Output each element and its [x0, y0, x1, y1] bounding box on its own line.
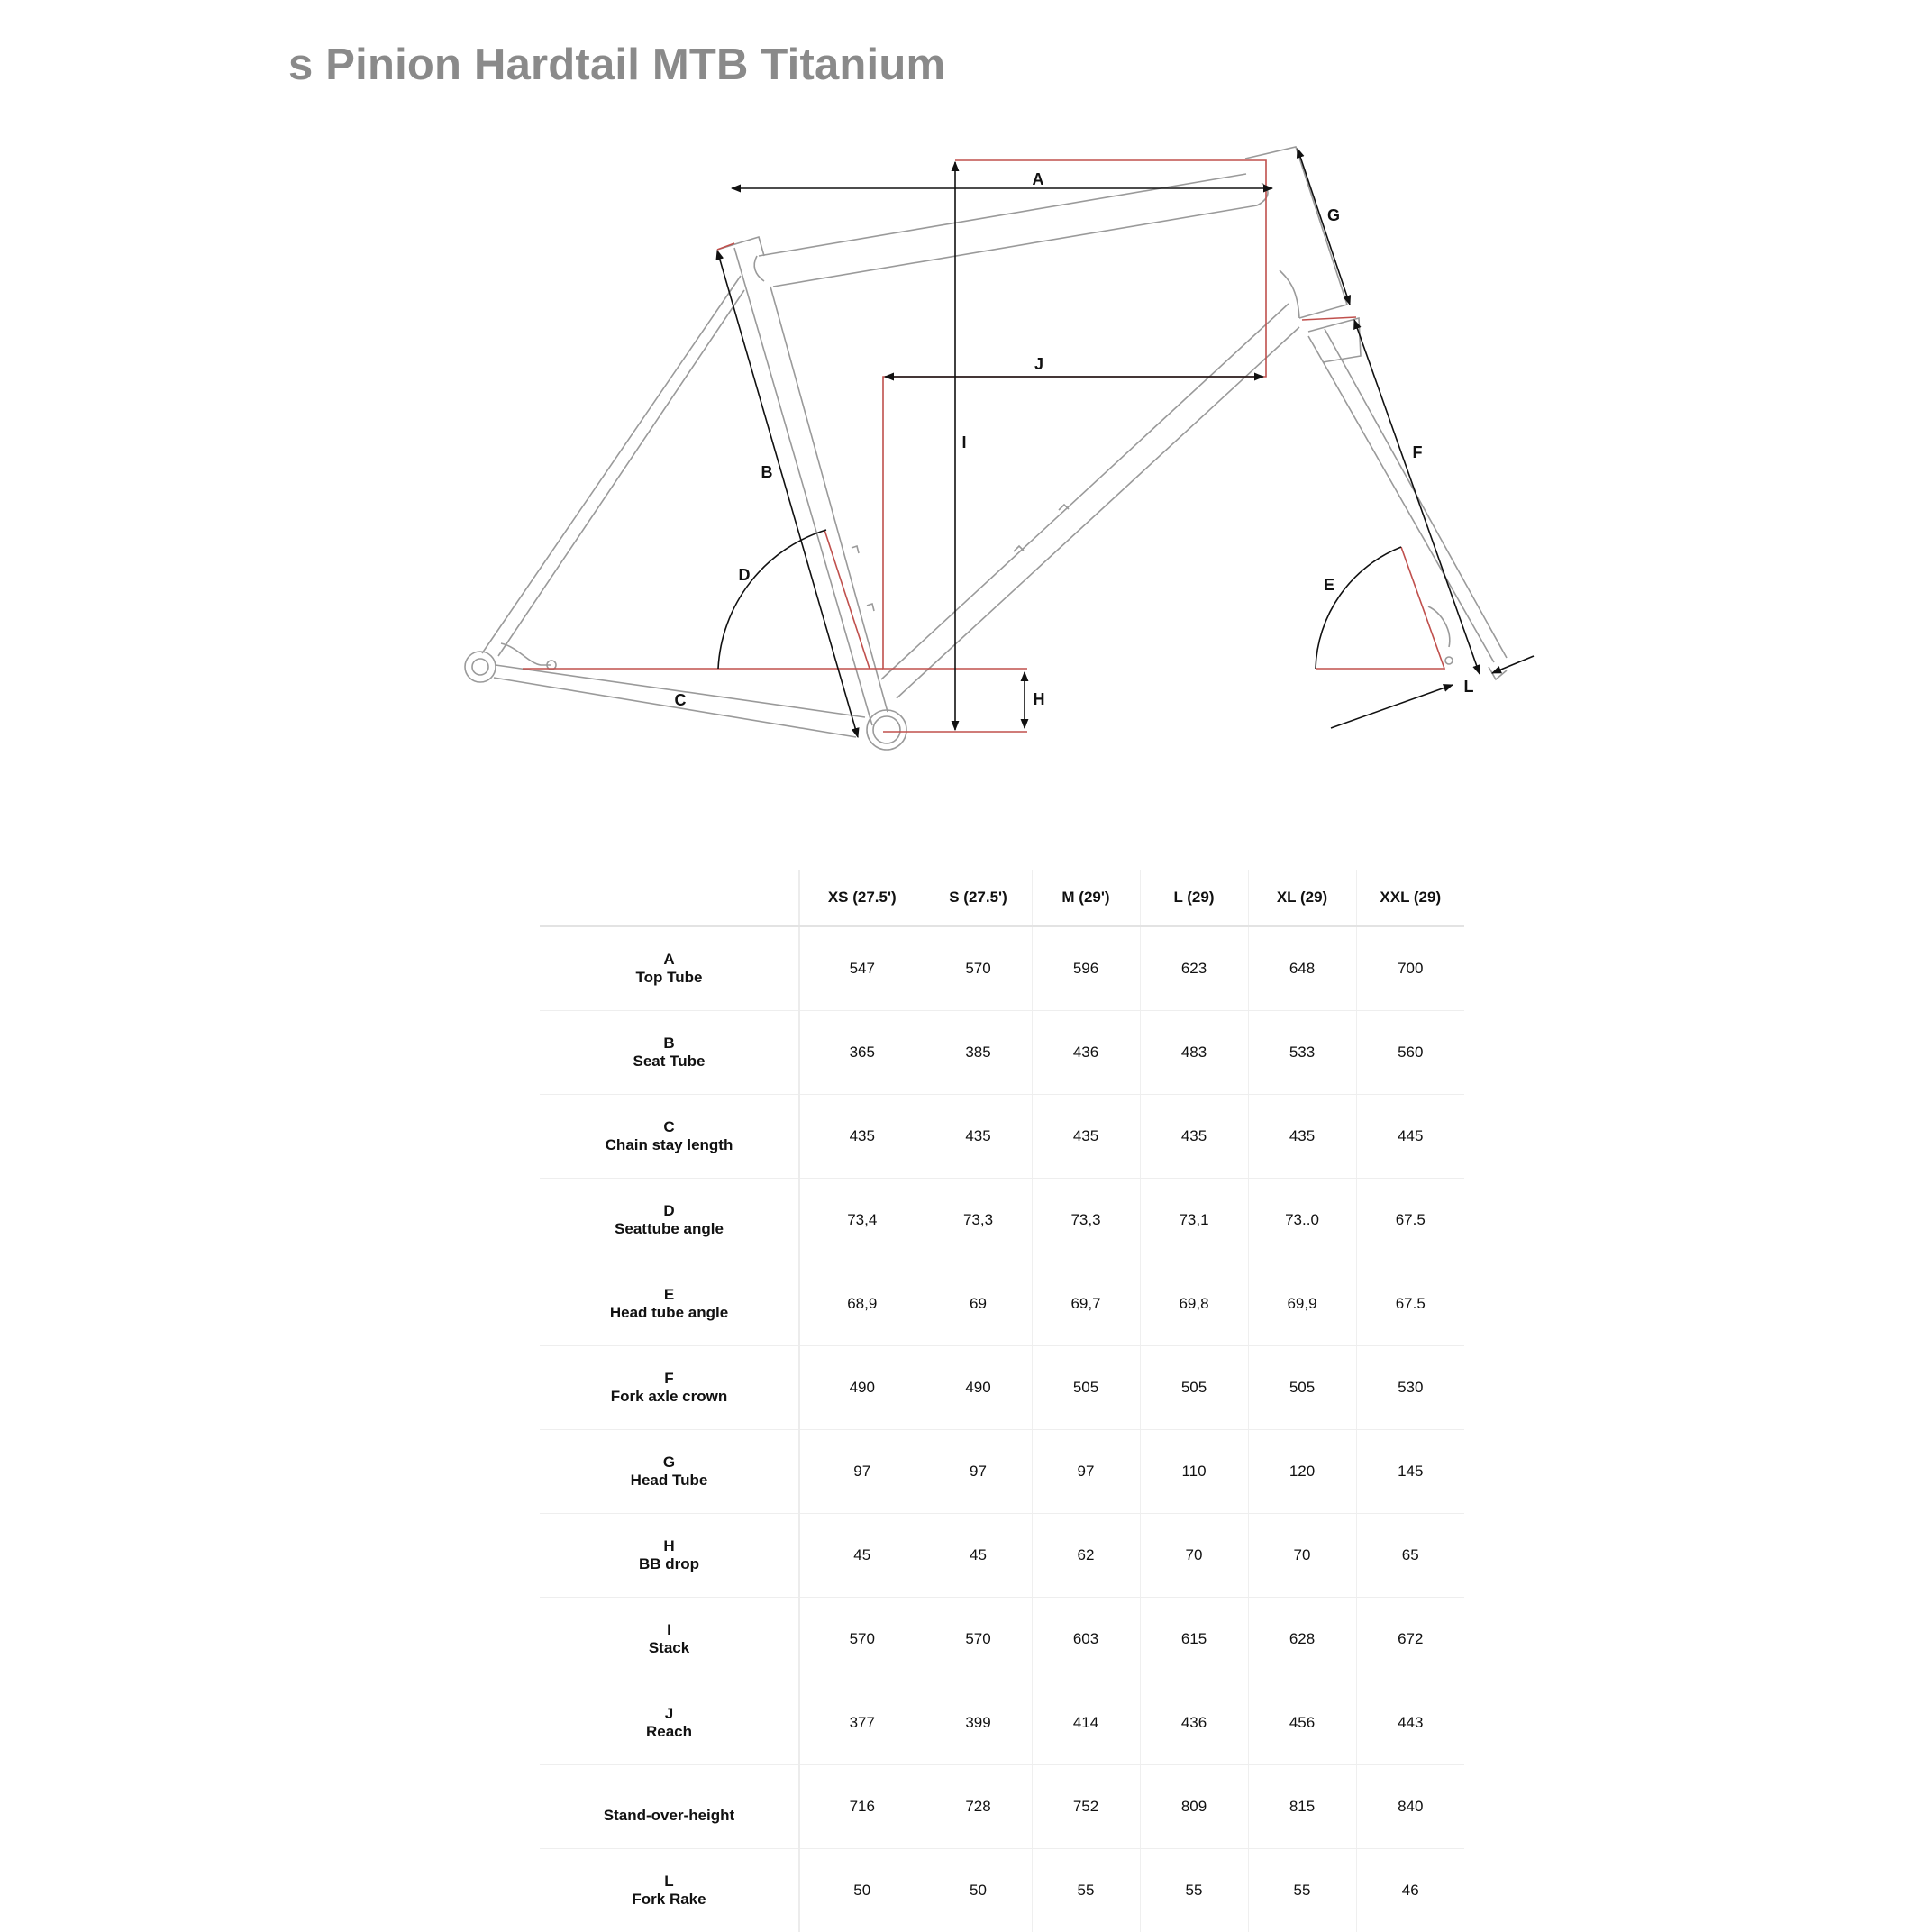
table-cell: 73,1 [1140, 1179, 1248, 1262]
table-cell: 120 [1248, 1430, 1356, 1514]
table-cell: 365 [799, 1011, 925, 1095]
table-cell: 716 [799, 1765, 925, 1849]
table-cell: 73..0 [1248, 1179, 1356, 1262]
table-header-row [540, 870, 1464, 926]
table-cell: 435 [1032, 1095, 1140, 1179]
label-B: B [761, 463, 773, 481]
row-letter: H [540, 1537, 798, 1555]
table-row [540, 1849, 1464, 1932]
table-row [540, 1765, 1464, 1849]
label-G: G [1327, 206, 1340, 224]
table-cell: 97 [1032, 1430, 1140, 1514]
table-cell: 385 [925, 1011, 1032, 1095]
table-row [540, 1095, 1464, 1179]
header-empty-cell [540, 870, 799, 926]
table-cell: 73,4 [799, 1179, 925, 1262]
bike-frame [465, 147, 1507, 750]
row-name: Chain stay length [540, 1136, 798, 1154]
table-row [540, 1514, 1464, 1598]
table-cell: 110 [1140, 1430, 1248, 1514]
row-name: Seat Tube [540, 1053, 798, 1071]
label-E: E [1324, 576, 1334, 594]
table-cell: 55 [1140, 1849, 1248, 1932]
headtube-angle-arc [1316, 547, 1401, 669]
table-cell: 815 [1248, 1765, 1356, 1849]
arrow-G [1298, 149, 1350, 305]
table-cell: 55 [1248, 1849, 1356, 1932]
table-cell: 570 [925, 926, 1032, 1011]
table-cell: 547 [799, 926, 925, 1011]
fork [1308, 329, 1507, 662]
size-header: XL (29) [1248, 870, 1356, 926]
table-cell: 399 [925, 1681, 1032, 1765]
top-tube [759, 174, 1257, 287]
dimension-arrows [717, 149, 1534, 737]
table-cell: 603 [1032, 1598, 1140, 1681]
table-body [540, 926, 1464, 1932]
table-cell: 50 [925, 1849, 1032, 1932]
head-tube [1245, 147, 1347, 318]
row-label [540, 1514, 799, 1598]
geometry-table [540, 870, 1464, 1932]
table-cell: 700 [1356, 926, 1464, 1011]
arrow-F [1354, 320, 1480, 674]
seat-stay [482, 276, 744, 656]
table-cell: 505 [1248, 1346, 1356, 1430]
size-header: S (27.5') [925, 870, 1032, 926]
table-cell: 505 [1140, 1346, 1248, 1430]
table-cell: 65 [1356, 1514, 1464, 1598]
table-cell: 490 [799, 1346, 925, 1430]
row-name: Head tube angle [540, 1304, 798, 1322]
frame-geometry-diagram [0, 0, 1922, 811]
table-cell: 628 [1248, 1598, 1356, 1681]
label-F: F [1413, 443, 1423, 461]
table-cell: 435 [1248, 1095, 1356, 1179]
row-label [540, 1765, 799, 1849]
row-letter: E [540, 1286, 798, 1304]
table-cell: 45 [799, 1514, 925, 1598]
rear-dropout [465, 652, 496, 682]
table-cell: 70 [1248, 1514, 1356, 1598]
table-cell: 97 [799, 1430, 925, 1514]
label-A: A [1033, 170, 1044, 188]
table-cell: 530 [1356, 1346, 1464, 1430]
label-C: C [675, 691, 687, 709]
row-letter: I [540, 1621, 798, 1639]
table-cell: 570 [799, 1598, 925, 1681]
table-cell: 67.5 [1356, 1262, 1464, 1346]
label-J: J [1034, 355, 1043, 373]
table-cell: 69,9 [1248, 1262, 1356, 1346]
row-label [540, 1011, 799, 1095]
table-cell: 377 [799, 1681, 925, 1765]
table-cell: 456 [1248, 1681, 1356, 1765]
size-header: L (29) [1140, 870, 1248, 926]
label-L: L [1464, 678, 1474, 696]
table-cell: 62 [1032, 1514, 1140, 1598]
row-name: Fork axle crown [540, 1388, 798, 1406]
page-title: s Pinion Hardtail MTB Titanium [288, 40, 945, 90]
label-H: H [1034, 690, 1045, 708]
table-cell: 623 [1140, 926, 1248, 1011]
table-row [540, 1346, 1464, 1430]
table-cell: 73,3 [1032, 1179, 1140, 1262]
table-cell: 809 [1140, 1765, 1248, 1849]
table-row [540, 1681, 1464, 1765]
table-cell: 45 [925, 1514, 1032, 1598]
table-cell: 533 [1248, 1011, 1356, 1095]
row-label [540, 1681, 799, 1765]
table-cell: 596 [1032, 926, 1140, 1011]
table-cell: 69 [925, 1262, 1032, 1346]
table-cell: 672 [1356, 1598, 1464, 1681]
label-I: I [961, 433, 966, 451]
row-label [540, 1849, 799, 1932]
table-row [540, 926, 1464, 1011]
row-label [540, 926, 799, 1011]
row-name: Seattube angle [540, 1220, 798, 1238]
table-cell: 67.5 [1356, 1179, 1464, 1262]
table-cell: 70 [1140, 1514, 1248, 1598]
table-cell: 648 [1248, 926, 1356, 1011]
table-cell: 436 [1032, 1011, 1140, 1095]
table-cell: 145 [1356, 1430, 1464, 1514]
seattube-angle-arc [718, 530, 826, 669]
row-letter: A [540, 951, 798, 969]
table-cell: 435 [799, 1095, 925, 1179]
table-cell: 570 [925, 1598, 1032, 1681]
table-row [540, 1262, 1464, 1346]
row-label [540, 1346, 799, 1430]
down-tube [881, 304, 1299, 698]
arrow-L-right [1492, 656, 1534, 673]
table-row [540, 1430, 1464, 1514]
row-name: BB drop [540, 1555, 798, 1573]
table-cell: 483 [1140, 1011, 1248, 1095]
size-header: XS (27.5') [799, 870, 925, 926]
row-label [540, 1095, 799, 1179]
table-row [540, 1179, 1464, 1262]
table-cell: 435 [1140, 1095, 1248, 1179]
table-cell: 435 [925, 1095, 1032, 1179]
row-letter: F [540, 1370, 798, 1388]
table-cell: 615 [1140, 1598, 1248, 1681]
table-cell: 840 [1356, 1765, 1464, 1849]
table-cell: 560 [1356, 1011, 1464, 1095]
row-label [540, 1430, 799, 1514]
table-cell: 55 [1032, 1849, 1140, 1932]
table-cell: 505 [1032, 1346, 1140, 1430]
table-cell: 69,8 [1140, 1262, 1248, 1346]
angle-arcs [718, 530, 1401, 669]
row-letter: D [540, 1202, 798, 1220]
table-cell: 97 [925, 1430, 1032, 1514]
table-cell: 752 [1032, 1765, 1140, 1849]
table-cell: 414 [1032, 1681, 1140, 1765]
row-letter [540, 1789, 798, 1807]
size-header: M (29') [1032, 870, 1140, 926]
table-cell: 443 [1356, 1681, 1464, 1765]
row-name: Head Tube [540, 1472, 798, 1490]
table-row [540, 1598, 1464, 1681]
row-name: Stack [540, 1639, 798, 1657]
size-header: XXL (29) [1356, 870, 1464, 926]
arrow-B [717, 251, 858, 737]
row-name: Reach [540, 1723, 798, 1741]
label-D: D [739, 566, 751, 584]
table-cell: 68,9 [799, 1262, 925, 1346]
measurement-lines [523, 160, 1444, 732]
table-cell: 69,7 [1032, 1262, 1140, 1346]
row-label [540, 1598, 799, 1681]
table-cell: 46 [1356, 1849, 1464, 1932]
table-cell: 490 [925, 1346, 1032, 1430]
row-name: Stand-over-height [540, 1807, 798, 1825]
row-letter: L [540, 1873, 798, 1891]
arrow-L-left [1331, 685, 1453, 728]
row-letter: G [540, 1454, 798, 1472]
table-cell: 728 [925, 1765, 1032, 1849]
table-cell: 436 [1140, 1681, 1248, 1765]
row-letter: C [540, 1118, 798, 1136]
row-label [540, 1179, 799, 1262]
table-cell: 73,3 [925, 1179, 1032, 1262]
row-label [540, 1262, 799, 1346]
row-letter: J [540, 1705, 798, 1723]
row-letter: B [540, 1034, 798, 1053]
row-name: Fork Rake [540, 1891, 798, 1909]
table-row [540, 1011, 1464, 1095]
table-cell: 50 [799, 1849, 925, 1932]
row-name: Top Tube [540, 969, 798, 987]
diagram-labels [675, 170, 1474, 709]
table-cell: 445 [1356, 1095, 1464, 1179]
